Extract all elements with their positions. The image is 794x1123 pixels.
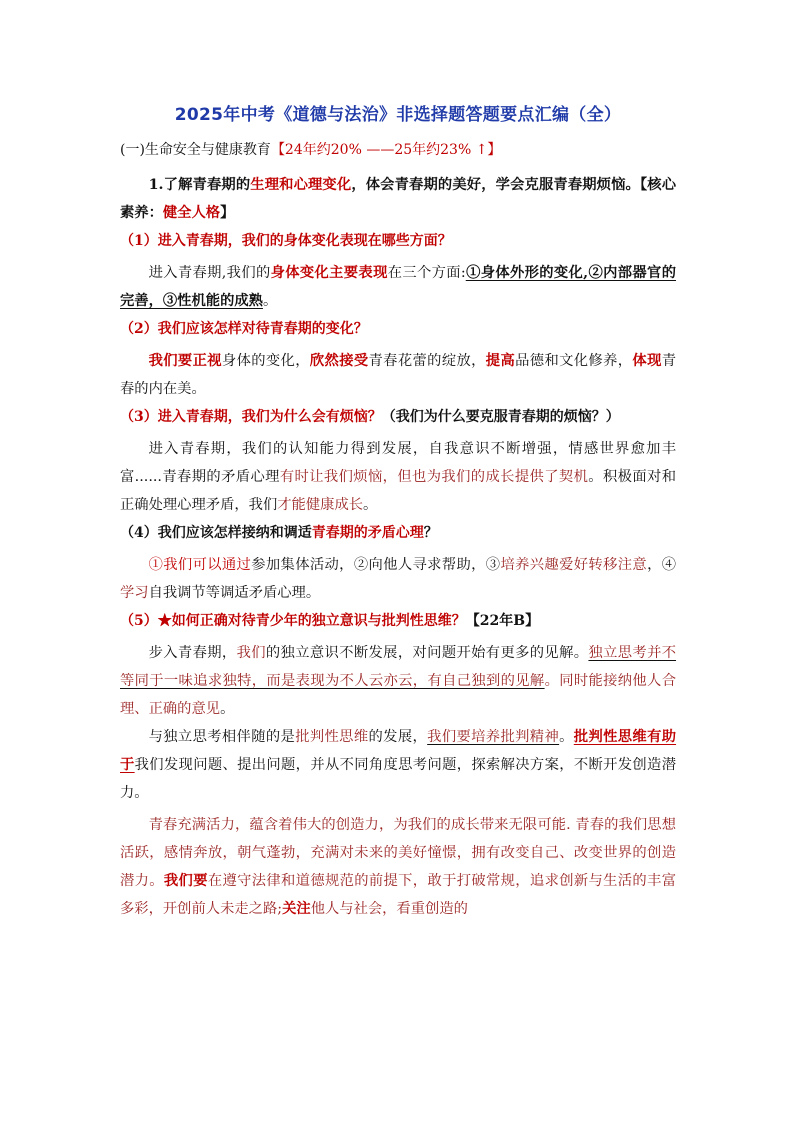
answer-5-p3-key: 我们要 [163, 873, 208, 889]
answer-3-text-2: 。积极面对和正确处理心理矛盾，我们 [120, 469, 676, 513]
answer-5-text-b: 我们 [236, 645, 266, 661]
section-label: (一)生命安全与健康教育 [120, 142, 271, 158]
answer-5-p2-g: 我们发现问题、提出问题，并从不同角度思考问题，探索解决方案，不断开发创造潜力。 [120, 757, 676, 801]
answer-5-text-a: 步入青春期， [148, 645, 237, 661]
answer-5-text-c: 的独立意识不断发展，对问题开始有更多的见解。 [265, 645, 589, 661]
answer-5-p2-a: 与独立思考相伴随的是 [148, 729, 296, 745]
question-3-sub: （我们为什么要克服青春期的烦恼？） [381, 409, 620, 425]
answer-5-p2-key: 我们要培养批判精神 [427, 729, 560, 745]
answer-4 [120, 551, 676, 607]
question-1: （1）进入青春期，我们的身体变化表现在哪些方面？ [120, 233, 452, 249]
answer-5-p3-a: 青春充满活力，蕴含着伟大的创造力，为我们的成长带来无限可能. 青春的我们思想活跃，感情奔放，朝气蓬勃，充满对未来的美好憧憬，拥有改变自己、改变世界的创造潜力。 [120, 817, 676, 889]
question-5 [120, 607, 676, 635]
answer-4-key-2: 培养兴趣爱好转移注意 [500, 557, 648, 573]
answer-2-text-3: 品德和文化修养， [515, 353, 633, 369]
answer-5-key-d: 独立思考并不等同于一味追求独特，而是表现为不人云亦云，有自己独到的见解 [120, 645, 677, 689]
document-body [120, 100, 676, 923]
answer-2-text-4: 青春的内在美。 [120, 353, 677, 397]
answer-3-key-2: 才能健康成长 [277, 497, 364, 513]
answer-5-p3-key-2: 关注 [282, 901, 311, 917]
answer-5-paragraph-3 [120, 811, 676, 923]
question-5-text: （5）★如何正确对待青少年的独立意识与批判性思维？ [120, 613, 466, 629]
answer-2-key-1: 我们要正视 [148, 353, 222, 369]
intro-paragraph [120, 171, 676, 227]
question-2: （2）我们应该怎样对待青春期的变化？ [120, 321, 368, 337]
question-5-tag: 【22年B】 [465, 613, 540, 629]
question-4-text: （4）我们应该怎样接纳和调适 [120, 525, 312, 541]
answer-3 [120, 435, 676, 519]
question-3-text: （3）进入青春期，我们为什么会有烦恼？ [120, 409, 382, 425]
answer-3-text: 进入青春期，我们的认知能力得到发展，自我意识不断增强，情感世界愈加丰富......青春期的矛盾心理 [120, 441, 676, 485]
section-heading [120, 139, 676, 161]
intro-text: 1.了解青春期的 [148, 177, 251, 193]
answer-2-text-1: 身体的变化， [221, 353, 310, 369]
answer-3-end: 。 [363, 497, 378, 513]
answer-2-key-2: 欣然接受 [309, 353, 369, 369]
answer-1-points: ①身体外形的变化,②内部器官的完善，③性机能的成熟 [120, 265, 676, 309]
answer-5-p2-key-2: 批判性思维有助于 [120, 729, 677, 773]
answer-2-text-2: 青春花蕾的绽放， [368, 353, 486, 369]
section-tag: 【24年约20% ——25年约23% ↑】 [270, 142, 502, 158]
intro-core-literacy: 健全人格 [162, 205, 221, 221]
answer-3-key: 有时让我们烦恼，但也为我们的成长提供了契机 [279, 469, 589, 485]
answer-1-end: 。 [262, 293, 278, 309]
answer-5-p2-e: 。 [559, 729, 574, 745]
question-4-end: ？ [423, 525, 438, 541]
answer-5-p3-c: 在遵守法律和道德规范的前提下，敢于打破常规，追求创新与生活的丰富多彩，开创前人未走之路; [120, 873, 676, 917]
intro-highlight: 生理和心理变化 [250, 177, 352, 193]
answer-4-key: ①我们可以通过 [148, 557, 252, 573]
question-3 [120, 403, 676, 431]
answer-5-end: 。 [220, 701, 235, 717]
answer-1-text-2: 在三个方面: [387, 265, 466, 281]
answer-4-text: 参加集体活动，②向他人寻求帮助，③ [251, 557, 501, 573]
question-4 [120, 519, 676, 547]
answer-5-text-e: 。同时能接纳他人合理、正确的意见 [120, 673, 676, 717]
question-4-key: 青春期的矛盾心理 [311, 525, 424, 541]
answer-2-key-3: 提高 [485, 353, 516, 369]
answer-4-text-3: 自我调节等调适矛盾心理。 [148, 585, 321, 601]
answer-1 [120, 259, 676, 315]
answer-5-paragraph-1 [120, 639, 676, 723]
answer-2 [120, 347, 676, 403]
intro-text-rest: ，体会青春期的美好，学会克服青春期烦恼。【核心素养： [120, 177, 676, 221]
answer-5-paragraph-2 [120, 723, 676, 807]
answer-1-text: 进入青春期,我们的 [148, 265, 271, 281]
answer-4-text-2: ，④ [647, 557, 677, 573]
document-title: 2025年中考《道德与法治》非选择题答题要点汇编（全） [174, 105, 622, 125]
answer-5-p2-b: 批判性思维 [295, 729, 369, 745]
answer-1-key: 身体变化主要表现 [270, 265, 388, 281]
answer-4-key-3: 学习 [120, 585, 149, 601]
answer-5-p2-c: 的发展， [368, 729, 428, 745]
answer-5-p3-e: 他人与社会，看重创造的 [310, 901, 468, 917]
answer-2-key-4: 体现 [632, 353, 662, 369]
intro-end: 】 [220, 205, 235, 221]
